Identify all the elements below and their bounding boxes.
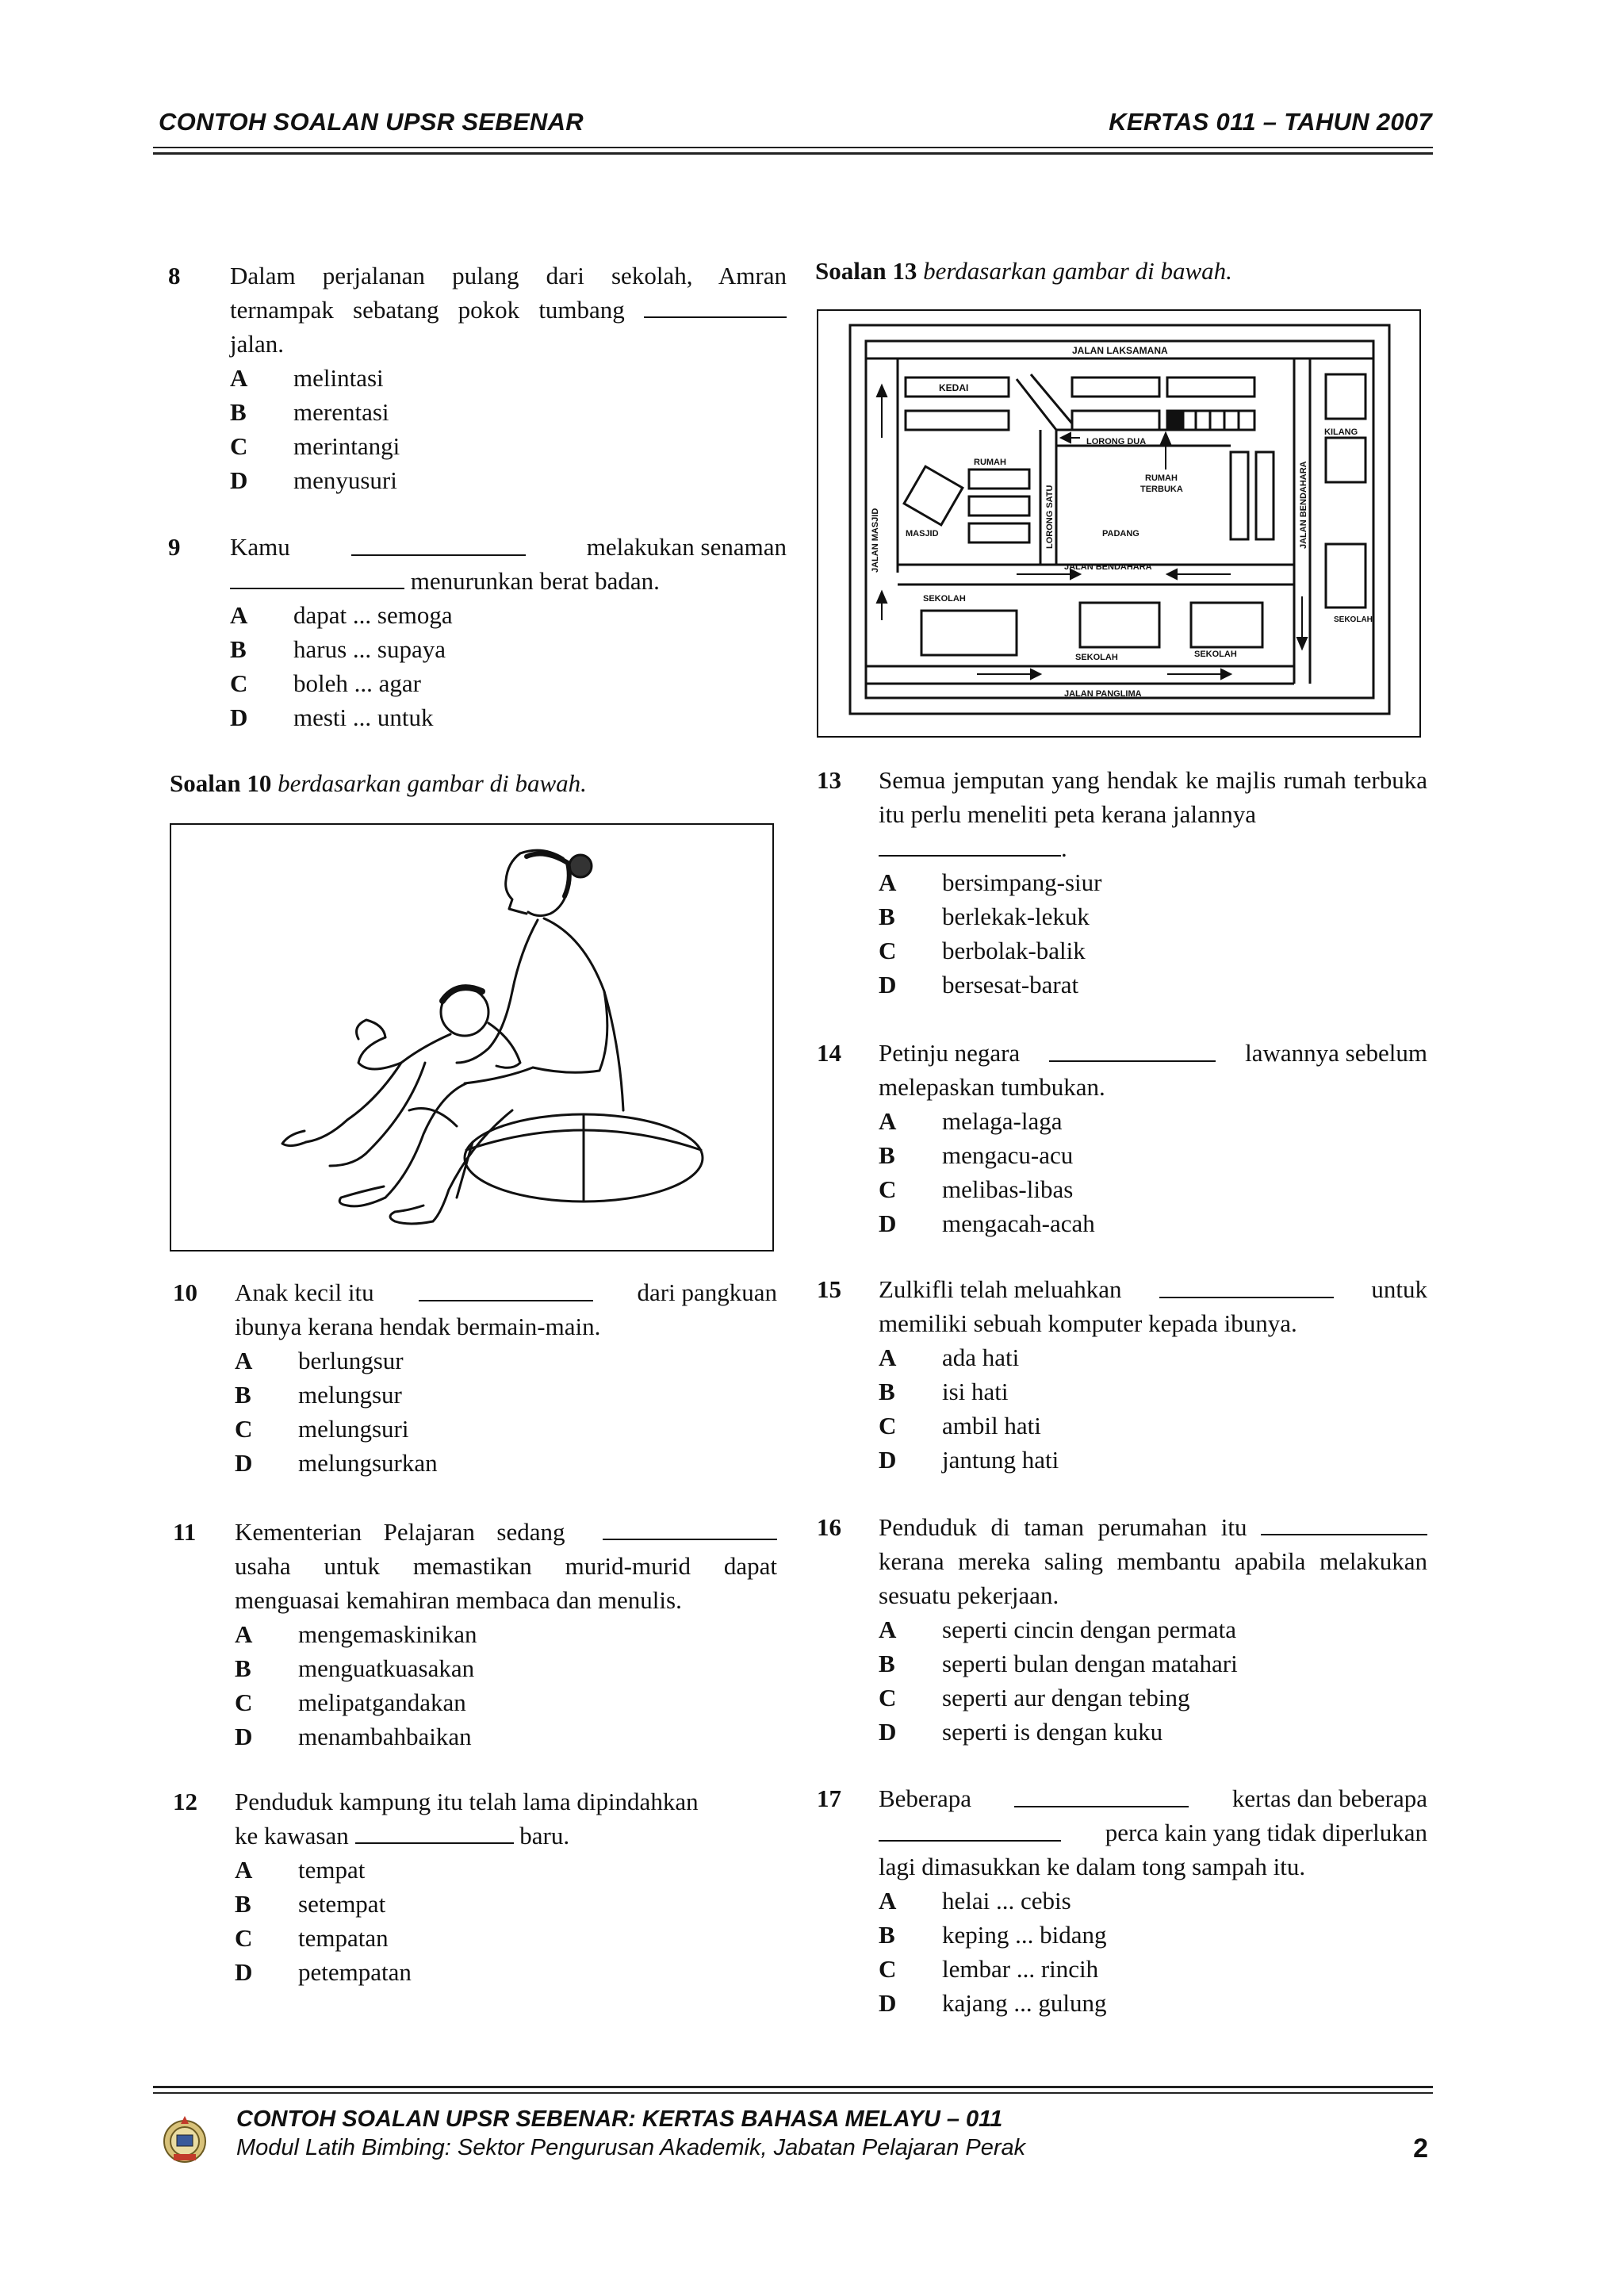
question-text: Petinju negara lawannya sebelum (879, 1039, 1427, 1067)
option-c: C melungsuri (235, 1415, 409, 1443)
question-number: 8 (168, 262, 181, 289)
answer-blank (644, 296, 787, 318)
question-number: 10 (173, 1278, 197, 1306)
option-d: D jantung hati (879, 1446, 1059, 1474)
label-jalan-masjid: JALAN MASJID (871, 508, 880, 573)
option-d: D seperti is dengan kuku (879, 1718, 1163, 1746)
answer-blank (351, 534, 526, 556)
answer-blank (1049, 1040, 1216, 1062)
option-b: B melungsur (235, 1381, 402, 1409)
options-list (230, 361, 787, 497)
question-16 (817, 1510, 1427, 1749)
options-list (230, 598, 787, 734)
footer-line-1: CONTOH SOALAN UPSR SEBENAR: KERTAS BAHASA MELAYU – 011 (236, 2106, 1003, 2132)
label-rumah: RUMAH (974, 458, 1006, 467)
option-c: C ambil hati (879, 1412, 1041, 1439)
option-a: A helai ... cebis (879, 1887, 1071, 1915)
question-number: 13 (817, 766, 841, 794)
options-list (879, 1340, 1427, 1477)
option-b: B menguatkuasakan (235, 1654, 475, 1682)
label-padang: PADANG (1102, 529, 1139, 539)
option-d: D bersesat-barat (879, 971, 1079, 999)
label-rumah-terbuka-1: RUMAH (1145, 473, 1178, 483)
question-number: 16 (817, 1513, 841, 1541)
option-a: A dapat ... semoga (230, 601, 453, 629)
option-b: B setempat (235, 1890, 386, 1918)
answer-blank (879, 834, 1061, 857)
options-list (879, 1612, 1427, 1749)
label-sekolah-1: SEKOLAH (923, 594, 966, 604)
option-c: C seperti aur dengan tebing (879, 1684, 1190, 1711)
option-c: C boleh ... agar (230, 669, 421, 697)
question-number: 15 (817, 1275, 841, 1303)
options-list (879, 865, 1427, 1002)
caption-q13: Soalan 13 berdasarkan gambar di bawah. (815, 257, 1232, 285)
option-d: D mengacah-acah (879, 1209, 1095, 1237)
options-list (235, 1853, 777, 1989)
option-c: C melibas-libas (879, 1175, 1074, 1203)
option-c: C merintangi (230, 432, 400, 460)
label-sekolah-4: SEKOLAH (1334, 615, 1373, 624)
question-17: 17 Beberapa kertas dan beberapa perca kain yang tidak diperlukan lagi dimasukkan ke dalam tong sampah itu. A helai ... cebis B keping ... bidang C lembar ... rincih D kajang ... gulung (817, 1781, 1427, 2020)
answer-blank (1159, 1276, 1334, 1298)
map-figure (817, 309, 1421, 738)
label-lorong-satu: LORONG SATU (1045, 485, 1055, 549)
answer-blank (230, 567, 404, 589)
label-masjid: MASJID (906, 529, 939, 539)
question-8 (168, 259, 787, 497)
option-b: B mengacu-acu (879, 1141, 1074, 1169)
label-rumah-terbuka-2: TERBUKA (1140, 485, 1183, 494)
options-list (235, 1617, 777, 1754)
option-c: C lembar ... rincih (879, 1955, 1099, 1983)
question-text: Beberapa kertas dan beberapa (879, 1784, 1427, 1812)
option-c: C berbolak-balik (879, 937, 1086, 964)
option-d: D melungsurkan (235, 1449, 438, 1477)
label-sekolah-2: SEKOLAH (1075, 653, 1118, 662)
answer-blank (1261, 1513, 1427, 1535)
option-a: A ada hati (879, 1343, 1020, 1371)
label-kilang: KILANG (1324, 427, 1358, 437)
answer-blank (603, 1518, 777, 1540)
option-a: A melaga-laga (879, 1107, 1063, 1135)
option-a: A mengemaskinikan (235, 1620, 477, 1648)
street-map (818, 311, 1419, 736)
option-c: C melipatgandakan (235, 1688, 466, 1716)
question-text: Kementerian Pelajaran sedang usaha untuk memastikan murid-murid dapat menguasai kemahiran membaca dan menulis. (235, 1518, 777, 1614)
mother-child-drawing (171, 825, 772, 1250)
label-jalan-bendahara-h: JALAN BENDAHARA (1064, 562, 1152, 572)
page-number: 2 (1413, 2133, 1428, 2164)
option-a: A seperti cincin dengan permata (879, 1616, 1236, 1643)
header-rule-bottom (153, 152, 1433, 155)
option-c: C tempatan (235, 1924, 389, 1952)
options-list (879, 1884, 1427, 2020)
option-b: B merentasi (230, 398, 389, 426)
illustration-mother-child (170, 823, 774, 1251)
question-12: 12 Penduduk kampung itu telah lama dipindahkan ke kawasan baru. A tempat B setempat C tempatan D petempatan (173, 1784, 777, 1989)
footer-rule-top (153, 2086, 1433, 2088)
option-a: A melintasi (230, 364, 384, 392)
question-number: 12 (173, 1788, 197, 1815)
option-b: B harus ... supaya (230, 635, 446, 663)
question-9: 9 Kamu melakukan senaman menurunkan berat badan. A dapat ... semoga B harus ... supaya C boleh ... agar D mesti ... untuk (168, 530, 787, 734)
option-a: A tempat (235, 1856, 366, 1884)
question-number: 11 (173, 1518, 197, 1546)
question-text: Dalam perjalanan pulang dari sekolah, Amran ternampak sebatang pokok tumbang jalan. (230, 262, 787, 358)
question-11 (173, 1515, 777, 1754)
question-number: 17 (817, 1784, 841, 1812)
answer-blank (1014, 1785, 1189, 1807)
label-jalan-panglima: JALAN PANGLIMA (1064, 689, 1142, 699)
answer-blank (879, 1819, 1061, 1842)
ministry-logo (163, 2113, 207, 2165)
label-sekolah-3: SEKOLAH (1194, 650, 1237, 659)
question-text: Kamu melakukan senaman (230, 533, 787, 561)
answer-blank (355, 1822, 514, 1844)
label-lorong-dua: LORONG DUA (1086, 437, 1147, 447)
question-13: 13 Semua jemputan yang hendak ke majlis rumah terbuka itu perlu meneliti peta kerana jalannya . A bersimpang-siur B berlekak-lekuk C berbolak-balik D bersesat-barat (817, 763, 1427, 1002)
option-d: D petempatan (235, 1958, 412, 1986)
header-title: CONTOH SOALAN UPSR SEBENAR (159, 108, 584, 136)
footer-rule-bottom (153, 2092, 1433, 2094)
caption-q10: Soalan 10 berdasarkan gambar di bawah. (170, 769, 587, 797)
question-text: Zulkifli telah meluahkan untuk (879, 1275, 1427, 1303)
question-14: 14 Petinju negara lawannya sebelum melepaskan tumbukan. A melaga-laga B mengacu-acu C melibas-libas D mengacah-acah (817, 1036, 1427, 1240)
label-jalan-laksamana: JALAN LAKSAMANA (1072, 345, 1168, 356)
option-a: A berlungsur (235, 1347, 404, 1374)
option-d: D mesti ... untuk (230, 703, 434, 731)
question-15: 15 Zulkifli telah meluahkan untuk memiliki sebuah komputer kepada ibunya. A ada hati B isi hati C ambil hati D jantung hati (817, 1272, 1427, 1477)
answer-blank (419, 1279, 593, 1301)
question-text: Penduduk di taman perumahan itu kerana mereka saling membantu apabila melakukan sesuatu pekerjaan. (879, 1513, 1427, 1609)
question-10: 10 Anak kecil itu dari pangkuan ibunya kerana hendak bermain-main. A berlungsur B melungsur C melungsuri D melungsurkan (173, 1275, 777, 1480)
question-text: Anak kecil itu dari pangkuan (235, 1278, 777, 1306)
options-list (235, 1343, 777, 1480)
option-b: B keping ... bidang (879, 1921, 1107, 1949)
footer-line-2: Modul Latih Bimbing: Sektor Pengurusan Akademik, Jabatan Pelajaran Perak (236, 2135, 1026, 2160)
label-jalan-bendahara-v: JALAN BENDAHARA (1299, 461, 1308, 549)
option-d: D menyusuri (230, 466, 397, 494)
option-b: B berlekak-lekuk (879, 903, 1090, 930)
option-a: A bersimpang-siur (879, 868, 1102, 896)
option-d: D kajang ... gulung (879, 1989, 1107, 2017)
option-b: B isi hati (879, 1378, 1009, 1405)
option-b: B seperti bulan dengan matahari (879, 1650, 1238, 1677)
question-number: 9 (168, 533, 181, 561)
label-kedai: KEDAI (939, 382, 969, 393)
header-paper: KERTAS 011 – TAHUN 2007 (1109, 108, 1432, 136)
question-number: 14 (817, 1039, 841, 1067)
header-rule-top (153, 147, 1433, 148)
options-list (879, 1104, 1427, 1240)
option-d: D menambahbaikan (235, 1723, 472, 1750)
